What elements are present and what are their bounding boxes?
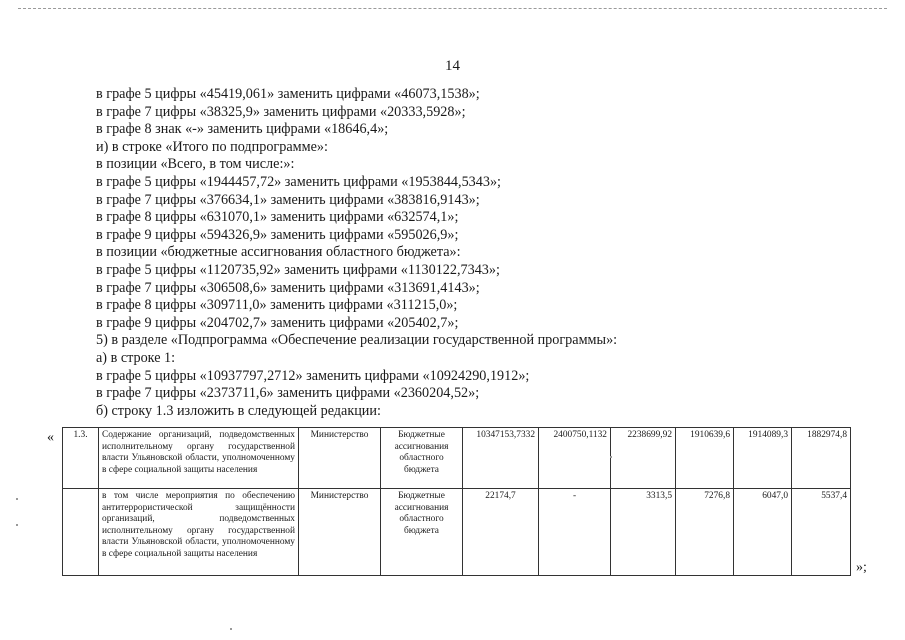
text-line: в графе 5 цифры «1120735,92» заменить цифрами «1130122,7343»; (96, 261, 500, 278)
text-line: в графе 5 цифры «45419,061» заменить цифрами «46073,1538»; (96, 86, 480, 102)
scan-speck (610, 456, 612, 458)
scan-speck (230, 628, 232, 630)
text-line: в графе 8 цифры «631070,1» заменить цифрами «632574,1»; (96, 209, 459, 226)
text-line: в графе 7 цифры «306508,6» заменить цифрами «313691,4143»; (96, 279, 480, 296)
amendment-text (96, 86, 836, 420)
row-year-2: 2238699,92 (611, 428, 676, 489)
text-line: в графе 7 цифры «2373711,6» заменить цифрами «2360204,52»; (96, 385, 480, 402)
row-name: в том числе мероприятия по обеспечению антитеррористической защищённости организаций, подведомственных исполнительному органу государственной власти Ульяновской области, уполномоченному в сфере социальной защиты населения (99, 489, 299, 576)
scan-speck (16, 498, 18, 500)
row-total: 10347153,7332 (463, 428, 539, 489)
row-year-2: 3313,5 (611, 489, 676, 576)
text-line: в графе 7 цифры «376634,1» заменить цифрами «383816,9143»; (96, 191, 480, 208)
row-executor: Министерство (299, 428, 381, 489)
text-line: в графе 5 цифры «1944457,72» заменить цифрами «1953844,5343»; (96, 173, 501, 190)
row-year-1: - (539, 489, 611, 576)
row-year-5: 1882974,8 (792, 428, 851, 489)
row-year-3: 7276,8 (676, 489, 734, 576)
text-line: в позиции «бюджетные ассигнования областного бюджета»: (96, 244, 461, 261)
row-number (63, 489, 99, 576)
row-total: 22174,7 (463, 489, 539, 576)
row-year-3: 1910639,6 (676, 428, 734, 489)
row-funding-source: Бюджетные ассигнования областного бюджета (381, 428, 463, 489)
row-name: Содержание организаций, подведомственных исполнительному органу государственной власти Ульяновской области, уполномоченному в сфере социальной защиты населения (99, 428, 299, 489)
budget-table (62, 427, 851, 576)
text-line: в графе 9 цифры «204702,7» заменить цифрами «205402,7»; (96, 314, 459, 331)
text-line: в графе 5 цифры «10937797,2712» заменить цифрами «10924290,1912»; (96, 367, 530, 384)
page-number: 14 (445, 58, 460, 74)
text-line: и) в строке «Итого по подпрограмме»: (96, 138, 328, 155)
row-executor: Министерство (299, 489, 381, 576)
table-row (63, 428, 851, 489)
row-funding-source: Бюджетные ассигнования областного бюджета (381, 489, 463, 576)
row-number: 1.3. (63, 428, 99, 489)
text-line: 5) в разделе «Подпрограмма «Обеспечение реализации государственной программы»: (96, 332, 618, 349)
text-line: б) строку 1.3 изложить в следующей редакции: (96, 402, 381, 419)
table-row (63, 489, 851, 576)
text-line: в графе 8 знак «-» заменить цифрами «18646,4»; (96, 121, 389, 138)
text-line: а) в строке 1: (96, 349, 176, 366)
row-year-5: 5537,4 (792, 489, 851, 576)
text-line: в графе 8 цифры «309711,0» заменить цифрами «311215,0»; (96, 297, 458, 314)
opening-quote: « (47, 430, 54, 445)
text-line: в графе 9 цифры «594326,9» заменить цифрами «595026,9»; (96, 226, 459, 243)
row-year-1: 2400750,1132 (539, 428, 611, 489)
scan-speck (16, 524, 18, 526)
closing-quote: »; (856, 560, 867, 575)
top-scan-border (18, 8, 887, 9)
text-line: в графе 7 цифры «38325,9» заменить цифрами «20333,5928»; (96, 103, 466, 120)
text-line: в позиции «Всего, в том числе:»: (96, 156, 295, 173)
row-year-4: 1914089,3 (734, 428, 792, 489)
row-year-4: 6047,0 (734, 489, 792, 576)
